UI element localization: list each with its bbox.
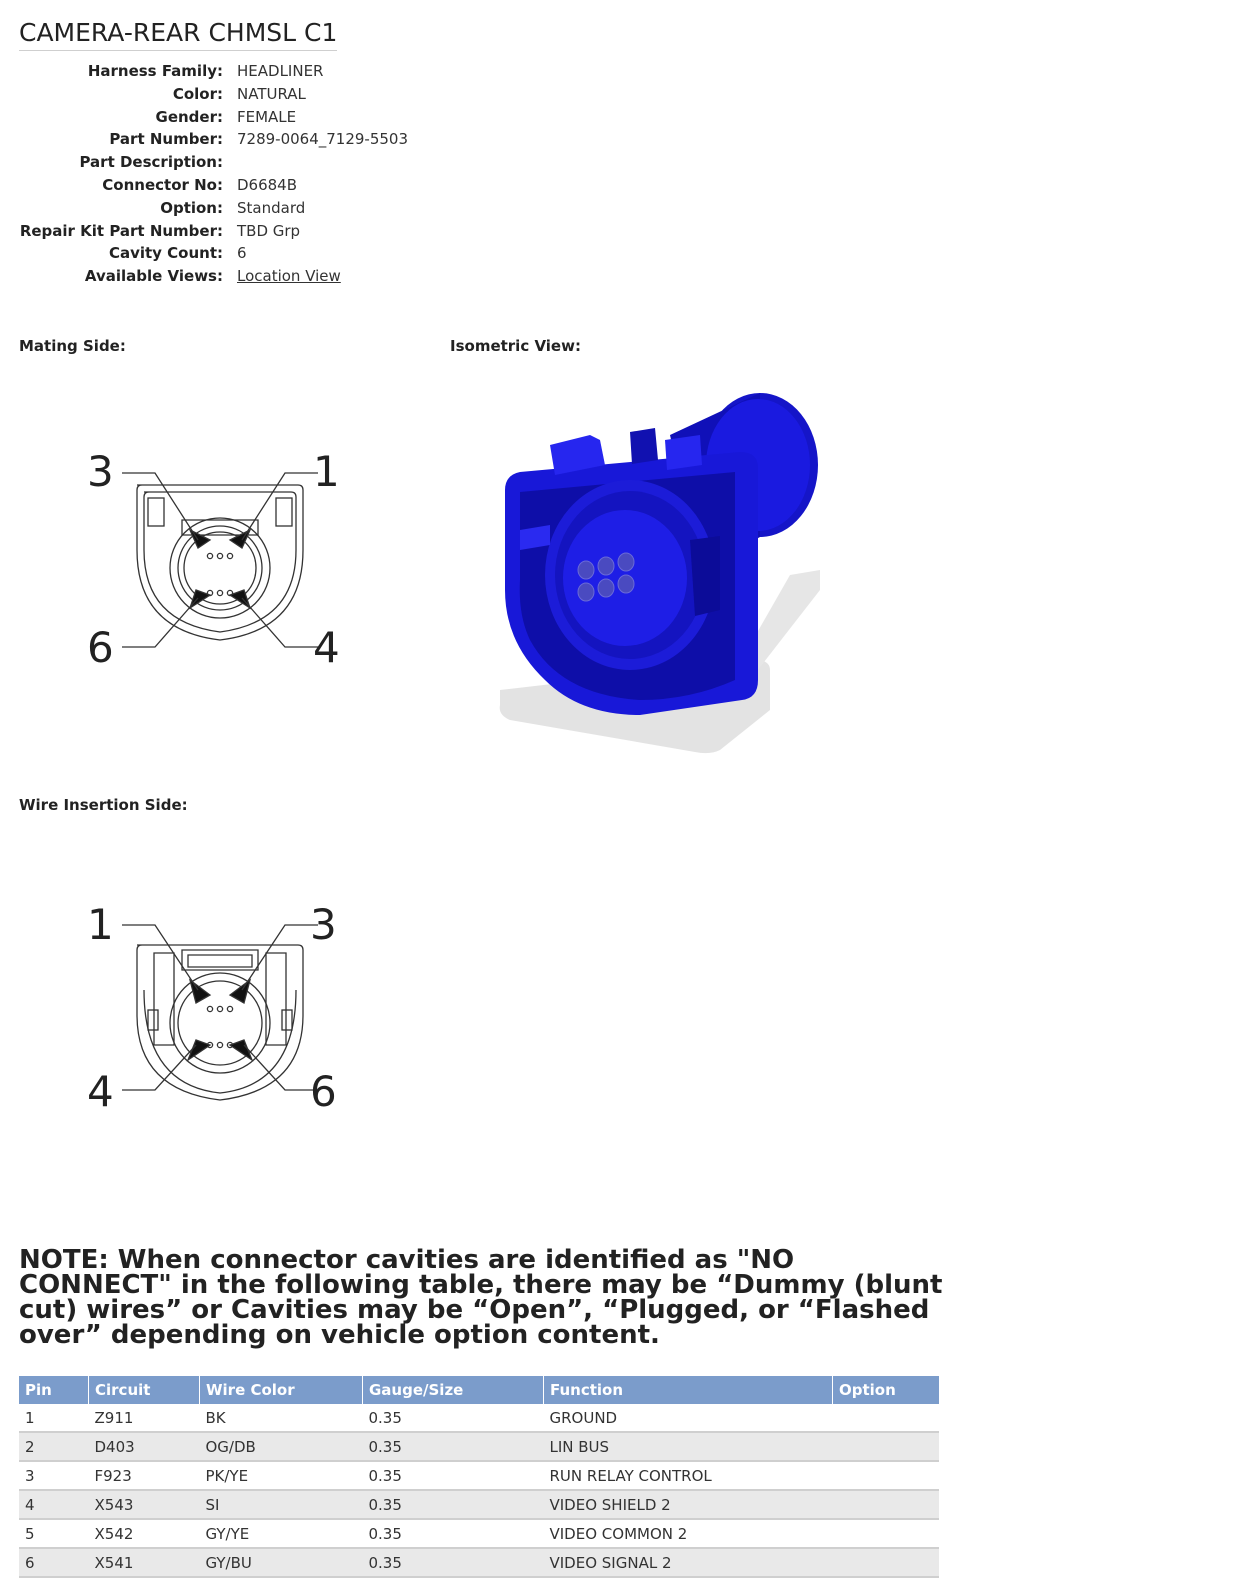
mating-pin-label: 3 [87, 447, 114, 496]
isometric-view-label: Isometric View: [450, 337, 581, 355]
property-label: Part Description: [79, 153, 223, 172]
property-value: D6684B [237, 175, 298, 194]
no-connect-note: NOTE: When connector cavities are identified as "NO CONNECT" in the following table, there may be “Dummy (blunt cut) wires” or Cavities may be “Open”, “Plugged, or “Flashed over” depending on vehicle option content. [19, 1245, 943, 1350]
cell-function: VIDEO SHIELD 2 [544, 1490, 833, 1519]
wire-insertion-side-diagram [70, 895, 370, 1135]
column-header-circuit: Circuit [89, 1376, 200, 1404]
cell-pin: 2 [19, 1432, 89, 1461]
cell-pin: 1 [19, 1404, 89, 1432]
table-header-row [19, 1376, 939, 1404]
property-label: Harness Family: [87, 62, 223, 80]
cell-gauge: 0.35 [363, 1461, 544, 1490]
cell-circuit: X541 [89, 1548, 200, 1577]
property-label: Part Number: [109, 130, 223, 149]
cell-option [833, 1490, 940, 1519]
pinout-table [19, 1376, 939, 1578]
property-value: HEADLINER [237, 62, 324, 80]
property-option [19, 197, 408, 220]
mating-pin-label: 4 [313, 623, 340, 672]
isometric-connector-image [490, 380, 830, 760]
property-value: FEMALE [237, 107, 297, 126]
table-row [19, 1490, 939, 1519]
cell-wire-color: BK [200, 1404, 363, 1432]
property-label: Gender: [155, 107, 223, 126]
property-label: Option: [160, 198, 223, 217]
property-gender [19, 106, 408, 129]
property-label: Repair Kit Part Number: [19, 221, 223, 240]
cell-pin: 5 [19, 1519, 89, 1548]
cell-circuit: F923 [89, 1461, 200, 1490]
property-value: 6 [237, 244, 247, 263]
property-label: Cavity Count: [108, 244, 223, 263]
cell-function: LIN BUS [544, 1432, 833, 1461]
property-available-views [19, 265, 408, 288]
wire-pin-label: 6 [310, 1067, 337, 1116]
cell-option [833, 1461, 940, 1490]
location-view-link[interactable]: Location View [237, 267, 341, 286]
table-row [19, 1432, 939, 1461]
cell-circuit: D403 [89, 1432, 200, 1461]
property-part-description [19, 151, 408, 174]
cell-wire-color: SI [200, 1490, 363, 1519]
column-header-gauge: Gauge/Size [363, 1376, 544, 1404]
cell-function: GROUND [544, 1404, 833, 1432]
cell-gauge: 0.35 [363, 1519, 544, 1548]
property-value: 7289-0064_7129-5503 [237, 130, 409, 149]
property-label: Color: [172, 84, 223, 103]
cell-gauge: 0.35 [363, 1548, 544, 1577]
cell-option [833, 1548, 940, 1577]
cell-option [833, 1432, 940, 1461]
cell-wire-color: GY/BU [200, 1548, 363, 1577]
cell-gauge: 0.35 [363, 1404, 544, 1432]
column-header-function: Function [544, 1376, 833, 1404]
cell-gauge: 0.35 [363, 1432, 544, 1461]
wire-pin-label: 1 [87, 900, 114, 949]
mating-pin-label: 1 [313, 447, 340, 496]
cell-function: VIDEO SIGNAL 2 [544, 1548, 833, 1577]
wire-pin-label: 3 [310, 900, 337, 949]
table-row [19, 1519, 939, 1548]
cell-circuit: X542 [89, 1519, 200, 1548]
property-repair-kit [19, 220, 408, 243]
cell-gauge: 0.35 [363, 1490, 544, 1519]
property-value: TBD Grp [237, 221, 301, 240]
cell-wire-color: PK/YE [200, 1461, 363, 1490]
table-row [19, 1461, 939, 1490]
column-header-wire-color: Wire Color [200, 1376, 363, 1404]
property-value [237, 151, 408, 174]
mating-side-label: Mating Side: [19, 337, 126, 355]
property-connector-no [19, 174, 408, 197]
cell-circuit: Z911 [89, 1404, 200, 1432]
connector-properties [19, 60, 408, 288]
property-label: Available Views: [84, 267, 223, 286]
property-value: Standard [237, 198, 306, 217]
table-row [19, 1404, 939, 1432]
property-label: Connector No: [102, 175, 223, 194]
column-header-option: Option [833, 1376, 940, 1404]
property-color [19, 83, 408, 106]
cell-circuit: X543 [89, 1490, 200, 1519]
cell-option [833, 1519, 940, 1548]
cell-pin: 4 [19, 1490, 89, 1519]
property-part-number [19, 128, 408, 151]
cell-option [833, 1404, 940, 1432]
property-harness-family [19, 60, 408, 83]
cell-function: VIDEO COMMON 2 [544, 1519, 833, 1548]
property-value: NATURAL [237, 84, 306, 103]
cell-wire-color: OG/DB [200, 1432, 363, 1461]
cell-wire-color: GY/YE [200, 1519, 363, 1548]
column-header-pin: Pin [19, 1376, 89, 1404]
wire-pin-label: 4 [87, 1067, 114, 1116]
property-cavity-count [19, 242, 408, 265]
wire-insertion-side-label: Wire Insertion Side: [19, 796, 188, 814]
cell-pin: 6 [19, 1548, 89, 1577]
cell-pin: 3 [19, 1461, 89, 1490]
mating-pin-label: 6 [87, 623, 114, 672]
table-row [19, 1548, 939, 1577]
cell-function: RUN RELAY CONTROL [544, 1461, 833, 1490]
page-title: CAMERA-REAR CHMSL C1 [19, 17, 337, 51]
mating-side-diagram [70, 440, 370, 680]
